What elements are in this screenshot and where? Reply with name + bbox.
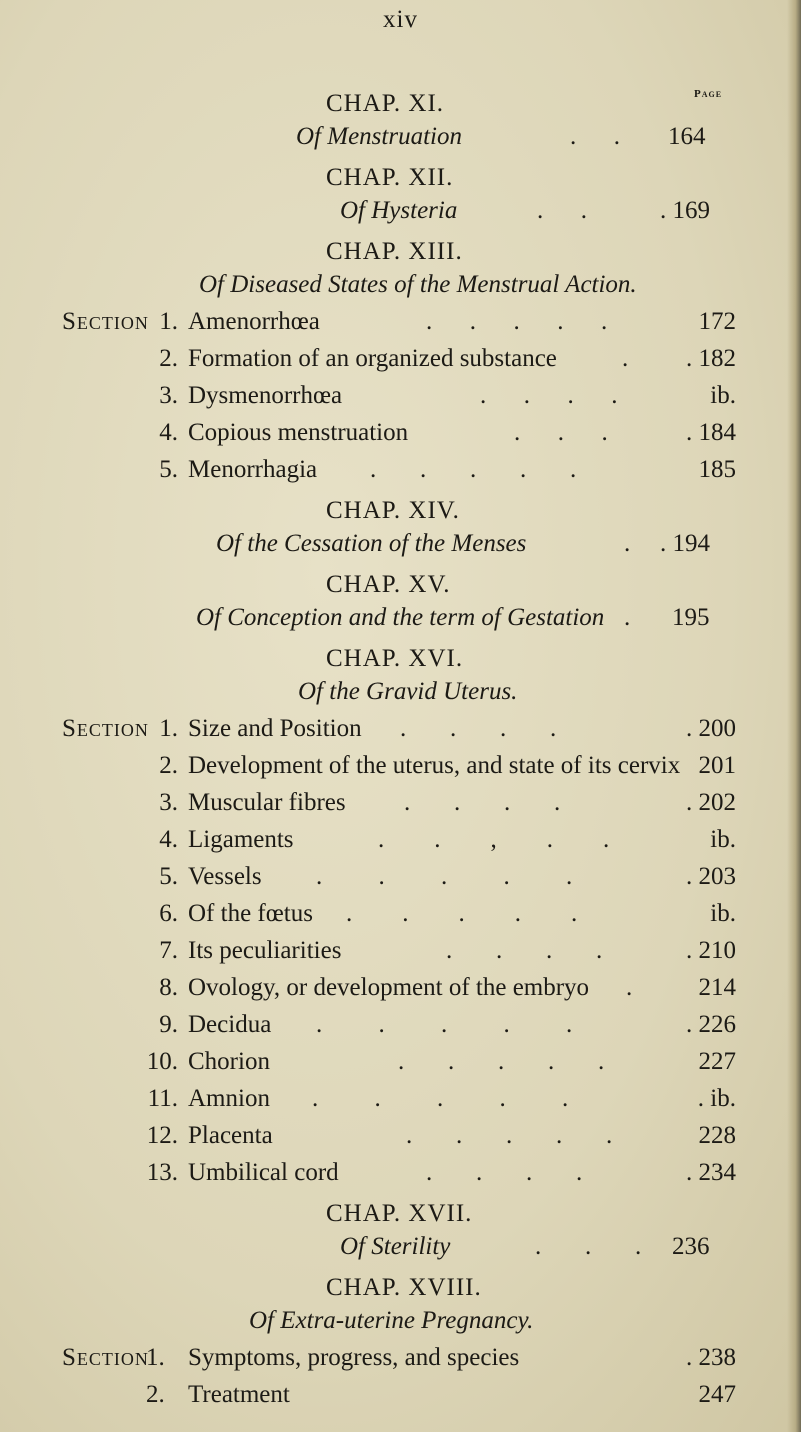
section-title: Dysmenorrhœa	[188, 382, 343, 409]
chapter-heading: CHAP. XVI.	[326, 645, 464, 672]
chapter-heading: CHAP. XI.	[326, 90, 445, 117]
section-title: Development of the uterus, and state of its cervix	[188, 752, 681, 779]
section-number: 12.	[146, 1122, 178, 1149]
leader-dots: . . . .	[400, 715, 557, 742]
section-page: 201	[698, 752, 736, 779]
section-title: Placenta	[188, 1122, 273, 1149]
section-number: 3.	[159, 382, 178, 409]
section-word: Section	[62, 1344, 149, 1371]
leader-dots: . . . . .	[398, 1048, 605, 1075]
section-number: 5.	[159, 863, 178, 890]
section-page: . 182	[686, 345, 736, 372]
section-number: 1.	[159, 308, 178, 335]
leader-dots: . . , . .	[378, 826, 610, 853]
section-number: 3.	[159, 789, 178, 816]
section-title: Ligaments	[188, 826, 294, 853]
section-page: ib.	[710, 826, 736, 853]
page-number: xiv	[383, 6, 418, 33]
section-title: Formation of an organized substance	[188, 345, 557, 372]
leader-dots: .	[626, 974, 633, 1001]
section-title: Of the fœtus	[188, 900, 313, 927]
section-label	[62, 715, 149, 743]
chapter-title: Of Hysteria	[340, 197, 458, 224]
chapter-title: Of the Gravid Uterus.	[298, 678, 518, 705]
leader-dots: . . . .	[426, 1159, 583, 1186]
chapter-heading: CHAP. XIII.	[326, 238, 463, 265]
chapter-heading: CHAP. XVII.	[326, 1200, 473, 1227]
chapter-heading: CHAP. XII.	[326, 164, 454, 191]
section-page: . ib.	[697, 1085, 736, 1112]
section-number: 10.	[146, 1048, 178, 1075]
section-title: Chorion	[188, 1048, 270, 1075]
section-page: 214	[698, 974, 736, 1001]
section-page: 172	[698, 308, 736, 335]
section-title: Amnion	[188, 1085, 270, 1112]
leader-dots: . . . . .	[346, 900, 578, 927]
section-number: 1.	[146, 1344, 165, 1371]
chapter-heading: CHAP. XIV.	[326, 497, 460, 524]
leader-dots: . . .	[514, 419, 608, 446]
section-page: . 210	[686, 937, 736, 964]
section-word: Section	[62, 715, 149, 742]
section-page: 227	[698, 1048, 736, 1075]
section-title: Decidua	[188, 1011, 272, 1038]
leader-dots: . . . .	[404, 789, 561, 816]
chapter-title: Of Conception and the term of Gestation	[196, 604, 605, 631]
page-column-label: Page	[694, 88, 723, 100]
section-page: . 226	[686, 1011, 736, 1038]
section-title: Umbilical cord	[188, 1159, 339, 1186]
leader-dots: . . . . .	[426, 308, 608, 335]
section-title: Vessels	[188, 863, 262, 890]
leader-dots: .	[624, 604, 631, 631]
section-number: 2.	[159, 345, 178, 372]
section-number: 1.	[159, 715, 178, 742]
section-title: Its peculiarities	[188, 937, 342, 964]
section-title: Muscular fibres	[188, 789, 346, 816]
section-page: 228	[698, 1122, 736, 1149]
chapter-heading: CHAP. XVIII.	[326, 1274, 482, 1301]
leader-dots: .	[624, 530, 631, 557]
section-number: 4.	[159, 419, 178, 446]
section-title: Menorrhagia	[188, 456, 318, 483]
section-title: Copious menstruation	[188, 419, 409, 446]
section-number: 8.	[159, 974, 178, 1001]
section-page: . 184	[686, 419, 736, 446]
section-page: 185	[698, 456, 736, 483]
leader-dots: . . . .	[446, 937, 603, 964]
section-number: 4.	[159, 826, 178, 853]
chapter-title: Of the Cessation of the Menses	[216, 530, 527, 557]
leader-dots: . .	[537, 197, 587, 224]
section-page: ib.	[710, 382, 736, 409]
leader-dots: . .	[570, 123, 620, 150]
chapter-title: Of Extra-uterine Pregnancy.	[249, 1307, 534, 1334]
section-page: 247	[698, 1381, 736, 1408]
page-edge	[787, 0, 801, 1432]
section-title: Size and Position	[188, 715, 362, 742]
section-page: . 200	[686, 715, 736, 742]
chapter-page: 236	[672, 1233, 710, 1260]
section-page: . 238	[686, 1344, 736, 1371]
section-page: . 203	[686, 863, 736, 890]
leader-dots: . . . . .	[406, 1122, 613, 1149]
section-number: 11.	[147, 1085, 178, 1112]
section-page: . 234	[686, 1159, 736, 1186]
leader-dots: . . . . .	[316, 863, 573, 890]
leader-dots: .	[622, 345, 629, 372]
section-number: 5.	[159, 456, 178, 483]
chapter-page: 164	[668, 123, 706, 150]
chapter-title: Of Diseased States of the Menstrual Action.	[199, 271, 637, 298]
chapter-title: Of Sterility	[340, 1233, 451, 1260]
section-label	[62, 308, 149, 336]
section-title: Treatment	[188, 1381, 290, 1408]
section-number: 2.	[146, 1381, 165, 1408]
section-title: Amenorrhœa	[188, 308, 320, 335]
section-title: Symptoms, progress, and species	[188, 1344, 520, 1371]
section-number: 6.	[159, 900, 178, 927]
chapter-title: Of Menstruation	[296, 123, 462, 150]
section-number: 13.	[146, 1159, 178, 1186]
leader-dots: . . . .	[480, 382, 618, 409]
leader-dots: . . . . .	[370, 456, 577, 483]
leader-dots: . . . . .	[316, 1011, 573, 1038]
section-number: 9.	[159, 1011, 178, 1038]
section-number: 2.	[159, 752, 178, 779]
section-number: 7.	[159, 937, 178, 964]
leader-dots: . . .	[535, 1233, 642, 1260]
section-word: Section	[62, 308, 149, 335]
section-page: ib.	[710, 900, 736, 927]
chapter-page: 195	[672, 604, 710, 631]
section-label	[62, 1344, 149, 1372]
leader-dots: . . . . .	[312, 1085, 569, 1112]
section-page: . 202	[686, 789, 736, 816]
chapter-page: . 194	[660, 530, 710, 557]
chapter-page: . 169	[660, 197, 710, 224]
chapter-heading: CHAP. XV.	[326, 571, 451, 598]
section-title: Ovology, or development of the embryo	[188, 974, 590, 1001]
